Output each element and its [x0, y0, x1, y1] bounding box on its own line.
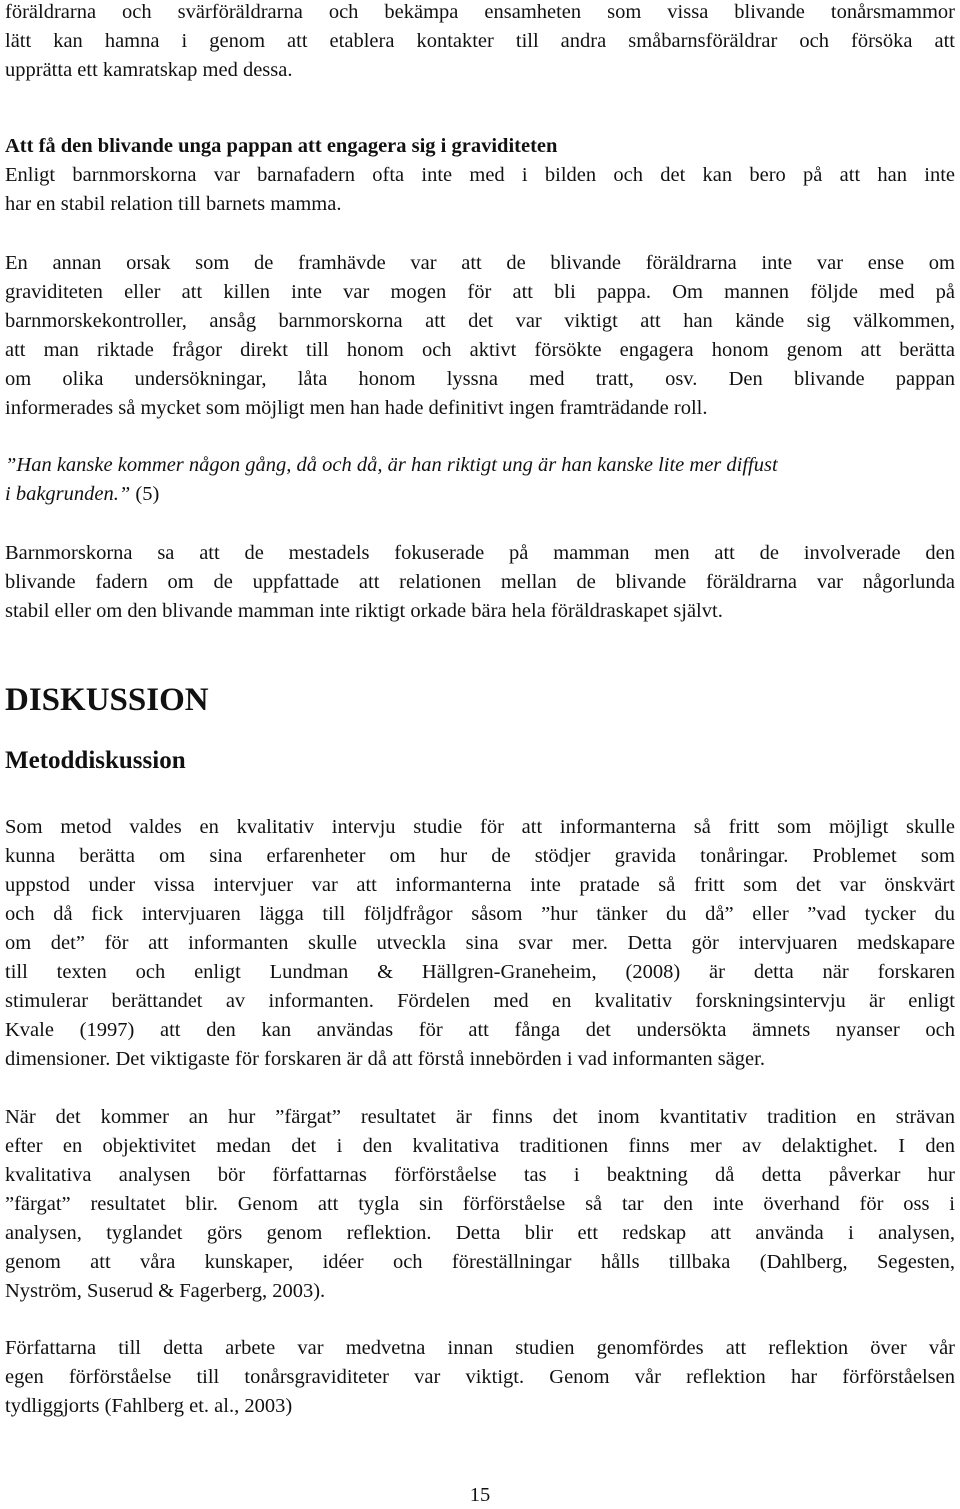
text-line: Författarna till detta arbete var medvetna innan studien genomfördes att reflektion över vår: [5, 1337, 955, 1359]
paragraph-reason: [5, 249, 955, 423]
text-line: kunna berätta om sina erfarenheter om hur de stödjer gravida tonåringar. Problemet som: [5, 845, 955, 867]
paragraph-method: [5, 813, 955, 1074]
quote-line: [5, 480, 955, 509]
text-line: Barnmorskorna sa att de mestadels fokuserade på mamman men att de involverade den: [5, 542, 955, 564]
text-line: om det” för att informanten skulle utveckla sina svar mer. Detta gör intervjuaren medskapare: [5, 932, 955, 954]
quote-block: [5, 451, 955, 509]
paragraph-colored: [5, 1103, 955, 1306]
text-line: Kvale (1997) att den kan användas för att fånga det undersökta ämnets nyanser och: [5, 1019, 955, 1041]
text-line: analysen, tyglandet görs genom reflektion. Detta blir ett redskap att använda i analysen,: [5, 1222, 955, 1244]
text-line: barnmorskekontroller, ansåg barnmorskorna att det var viktigt att han kände sig välkommen,: [5, 310, 955, 332]
page-number: 15: [469, 1484, 491, 1506]
text-line: att man riktade frågor direkt till honom och aktivt försökte engagera honom genom att berätta: [5, 339, 955, 361]
text-line: En annan orsak som de framhävde var att de blivande föräldrarna inte var ense om: [5, 252, 955, 274]
text-line: föräldrarna och svärföräldrarna och bekämpa ensamheten som vissa blivande tonårsmammor: [5, 1, 955, 23]
text-line: uppstod under vissa intervjuer var att informanterna inte pratade så fritt som det var önskvärt: [5, 874, 955, 896]
text-line: Enligt barnmorskorna var barnafadern ofta inte med i bilden och det kan bero på att han inte: [5, 164, 955, 186]
text-line: efter en objektivitet medan det i den kvalitativa traditionen finns mer av delaktighet. I den: [5, 1135, 955, 1157]
heading-discussion: DISKUSSION: [5, 682, 209, 718]
text-line: ”färgat” resultatet blir. Genom att tygla sin förförståelse så tar den inte överhand för oss i: [5, 1193, 955, 1215]
text-line: blivande fadern om de uppfattade att relationen mellan de blivande föräldrarna var någorlunda: [5, 571, 955, 593]
text-line: stabil eller om den blivande mamman inte riktigt orkade bära hela föräldraskapet självt.: [5, 600, 723, 622]
text-line: Nyström, Suserud & Fagerberg, 2003).: [5, 1280, 326, 1302]
text-line: Som metod valdes en kvalitativ intervju studie för att informanterna så fritt som möjligt skulle: [5, 816, 955, 838]
paragraph-midwives: [5, 539, 955, 626]
text-line: lätt kan hamna i genom att etablera kontakter till andra småbarnsföräldrar och försöka att: [5, 30, 955, 52]
paragraph-authors: [5, 1334, 955, 1421]
text-line: egen förförståelse till tonårsgraviditeter var viktigt. Genom vår reflektion har förförståelsen: [5, 1366, 955, 1388]
quote-line: ”Han kanske kommer någon gång, då och då, är han riktigt ung är han kanske lite mer diffust: [5, 454, 778, 476]
text-line: genom att våra kunskaper, idéer och föreställningar hålls tillbaka (Dahlberg, Segesten,: [5, 1251, 955, 1273]
heading-method-discussion: Metoddiskussion: [5, 747, 186, 774]
quote-reference: (5): [135, 483, 160, 505]
text-line: informerades så mycket som möjligt men han hade definitivt ingen framträdande roll.: [5, 397, 708, 419]
subheading: Att få den blivande unga pappan att engagera sig i graviditeten: [5, 135, 558, 157]
paragraph-top: [5, 0, 955, 85]
text-line: tydliggjorts (Fahlberg et. al., 2003): [5, 1395, 293, 1417]
text-line: kvalitativa analysen bör författarnas förförståelse tas i beaktning då detta påverkar hur: [5, 1164, 955, 1186]
text-line: dimensioner. Det viktigaste för forskaren är då att förstå innebörden i vad informanten säger.: [5, 1048, 765, 1070]
section-father: [5, 132, 955, 219]
text-line: När det kommer an hur ”färgat” resultatet är finns det inom kvantitativ tradition en strävan: [5, 1106, 955, 1128]
text-line: till texten och enligt Lundman & Hällgren-Graneheim, (2008) är detta när forskaren: [5, 961, 955, 983]
quote-text: i bakgrunden.”: [5, 483, 131, 505]
text-line: graviditeten eller att killen inte var mogen för att bli pappa. Om mannen följde med på: [5, 281, 955, 303]
text-line: upprätta ett kamratskap med dessa.: [5, 59, 293, 81]
text-line: har en stabil relation till barnets mamma.: [5, 193, 342, 215]
text-line: om olika undersökningar, låta honom lyssna med tratt, osv. Den blivande pappan: [5, 368, 955, 390]
text-line: stimulerar berättandet av informanten. Fördelen med en kvalitativ forskningsintervju är enligt: [5, 990, 955, 1012]
text-line: och då fick intervjuaren lägga till följdfrågor såsom ”hur tänker du då” eller ”vad tycker du: [5, 903, 955, 925]
